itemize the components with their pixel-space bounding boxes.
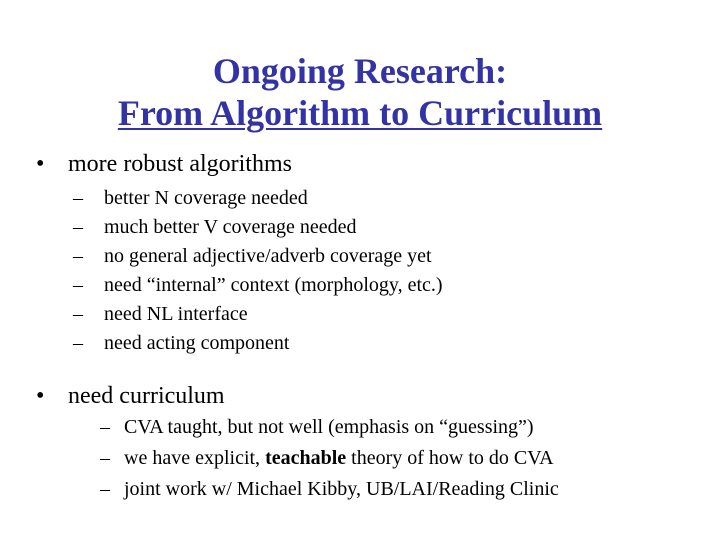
bullet-label: more robust algorithms [68,151,292,177]
list-item-text: need “internal” context (morphology, etc.) [104,274,443,296]
list-item-text: no general adjective/adverb coverage yet [104,245,432,267]
dash: – [73,332,83,354]
list-item-text: joint work w/ Michael Kibby, UB/LAI/Reading Clinic [124,478,559,500]
list-item [100,474,559,505]
bullet-more-robust-algorithms [36,150,292,178]
dash: – [73,274,83,296]
dash: – [100,478,110,500]
list-item-text: need NL interface [104,303,248,325]
list-item-text: better N coverage needed [104,187,308,209]
bullet-dot: • [36,383,45,409]
list-item [100,443,559,474]
title-line-1: Ongoing Research: [212,51,508,91]
dash: – [73,216,83,238]
list-item [73,329,443,358]
sub-list-algorithms [73,184,443,358]
list-item [73,271,443,300]
list-item [73,213,443,242]
bullet-need-curriculum [36,382,225,410]
dash: – [73,245,83,267]
sub-list-curriculum [100,412,559,505]
list-item-text: need acting component [104,332,290,354]
dash: – [73,187,83,209]
title-line-2: From Algorithm to Curriculum [117,93,603,133]
emphasis-teachable: teachable [265,447,347,469]
list-item [73,184,443,213]
dash: – [73,303,83,325]
dash: – [100,416,110,438]
dash: – [100,447,110,469]
list-item-text-pre: we have explicit, [124,447,266,469]
list-item [100,412,559,443]
bullet-dot: • [36,151,45,177]
list-item [73,300,443,329]
list-item-text-post: theory of how to do CVA [346,447,554,469]
list-item-text: much better V coverage needed [104,216,357,238]
list-item-text: CVA taught, but not well (emphasis on “guessing”) [124,416,534,438]
bullet-label: need curriculum [68,383,225,409]
list-item [73,242,443,271]
slide-title [0,50,720,134]
